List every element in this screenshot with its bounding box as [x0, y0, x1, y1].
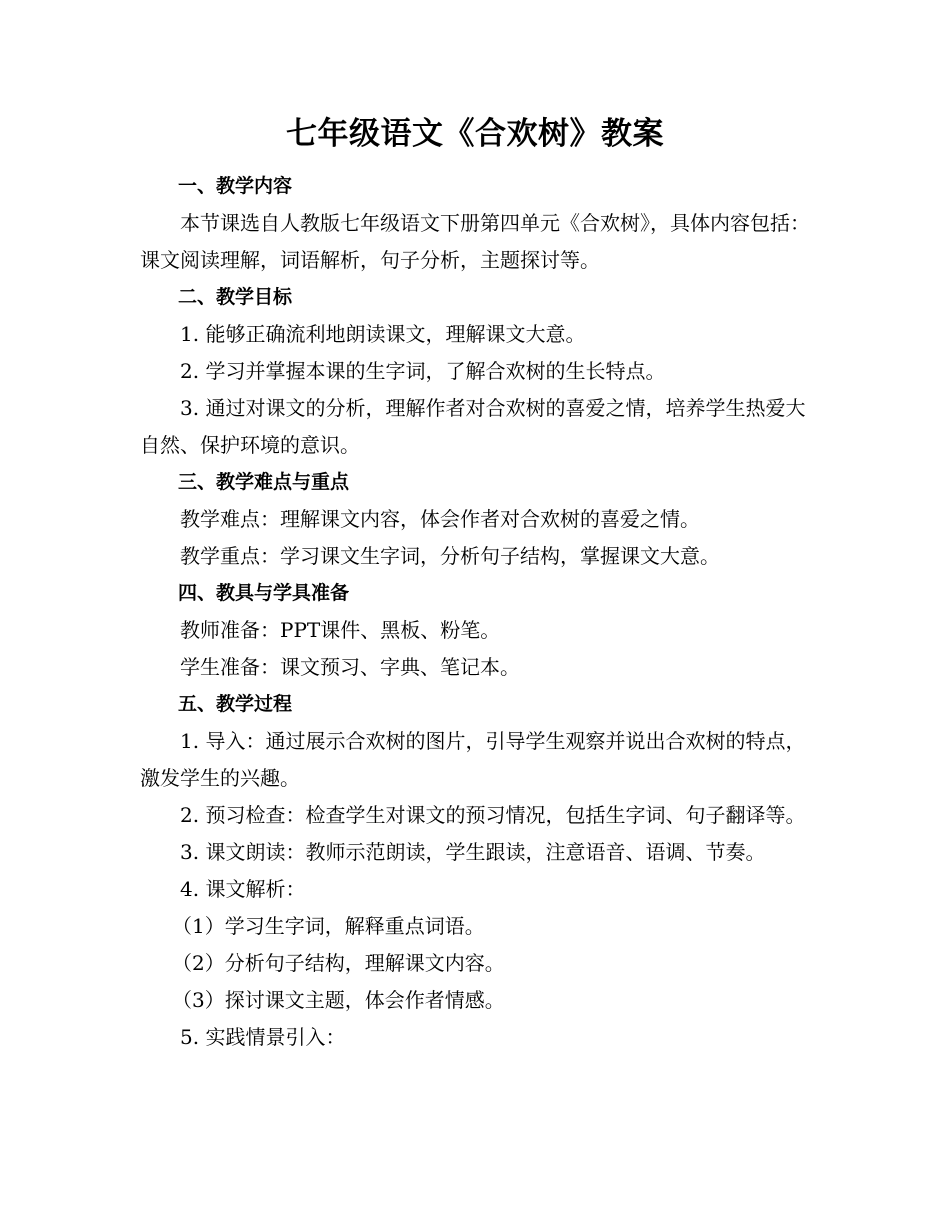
document-title: 七年级语文《合欢树》教案 [286, 116, 664, 152]
goal-item-3: 3. 通过对课文的分析，理解作者对合欢树的喜爱之情，培养学生热爱大自然、保护环境的意识。 [140, 396, 806, 457]
student-materials: 学生准备：课文预习、字典、笔记本。 [180, 655, 520, 679]
process-sub-item-2: （2）分析句子结构，理解课文内容。 [172, 951, 505, 975]
document-body [140, 168, 816, 1056]
process-step-1: 1. 导入：通过展示合欢树的图片，引导学生观察并说出合欢树的特点，激发学生的兴趣。 [140, 729, 806, 790]
teacher-materials: 教师准备：PPT课件、黑板、粉笔。 [180, 618, 501, 642]
content-paragraph: 本节课选自人教版七年级语文下册第四单元《合欢树》，具体内容包括：课文阅读理解，词语解析，句子分析，主题探讨等。 [140, 211, 810, 272]
process-step-2: 2. 预习检查：检查学生对课文的预习情况，包括生字词、句子翻译等。 [180, 803, 806, 827]
section-heading-goals: 二、教学目标 [178, 286, 293, 308]
section-heading-process: 五、教学过程 [178, 693, 293, 715]
goal-item-2: 2. 学习并掌握本课的生字词，了解合欢树的生长特点。 [180, 359, 666, 383]
focus-paragraph: 教学重点：学习课文生字词，分析句子结构，掌握课文大意。 [180, 544, 720, 568]
goal-item-1: 1. 能够正确流利地朗读课文，理解课文大意。 [180, 322, 586, 346]
process-sub-item-3: （3）探讨课文主题，体会作者情感。 [172, 988, 505, 1012]
section-heading-key-points: 三、教学难点与重点 [178, 471, 350, 493]
section-heading-materials: 四、教具与学具准备 [178, 582, 350, 604]
process-sub-item-1: （1）学习生字词，解释重点词语。 [172, 914, 485, 938]
process-step-5: 5. 实践情景引入： [180, 1025, 346, 1049]
process-step-3: 3. 课文朗读：教师示范朗读，学生跟读，注意语音、语调、节奏。 [180, 840, 766, 864]
section-heading-content: 一、教学内容 [178, 175, 293, 197]
process-step-4: 4. 课文解析： [180, 877, 306, 901]
difficulty-paragraph: 教学难点：理解课文内容，体会作者对合欢树的喜爱之情。 [180, 507, 700, 531]
